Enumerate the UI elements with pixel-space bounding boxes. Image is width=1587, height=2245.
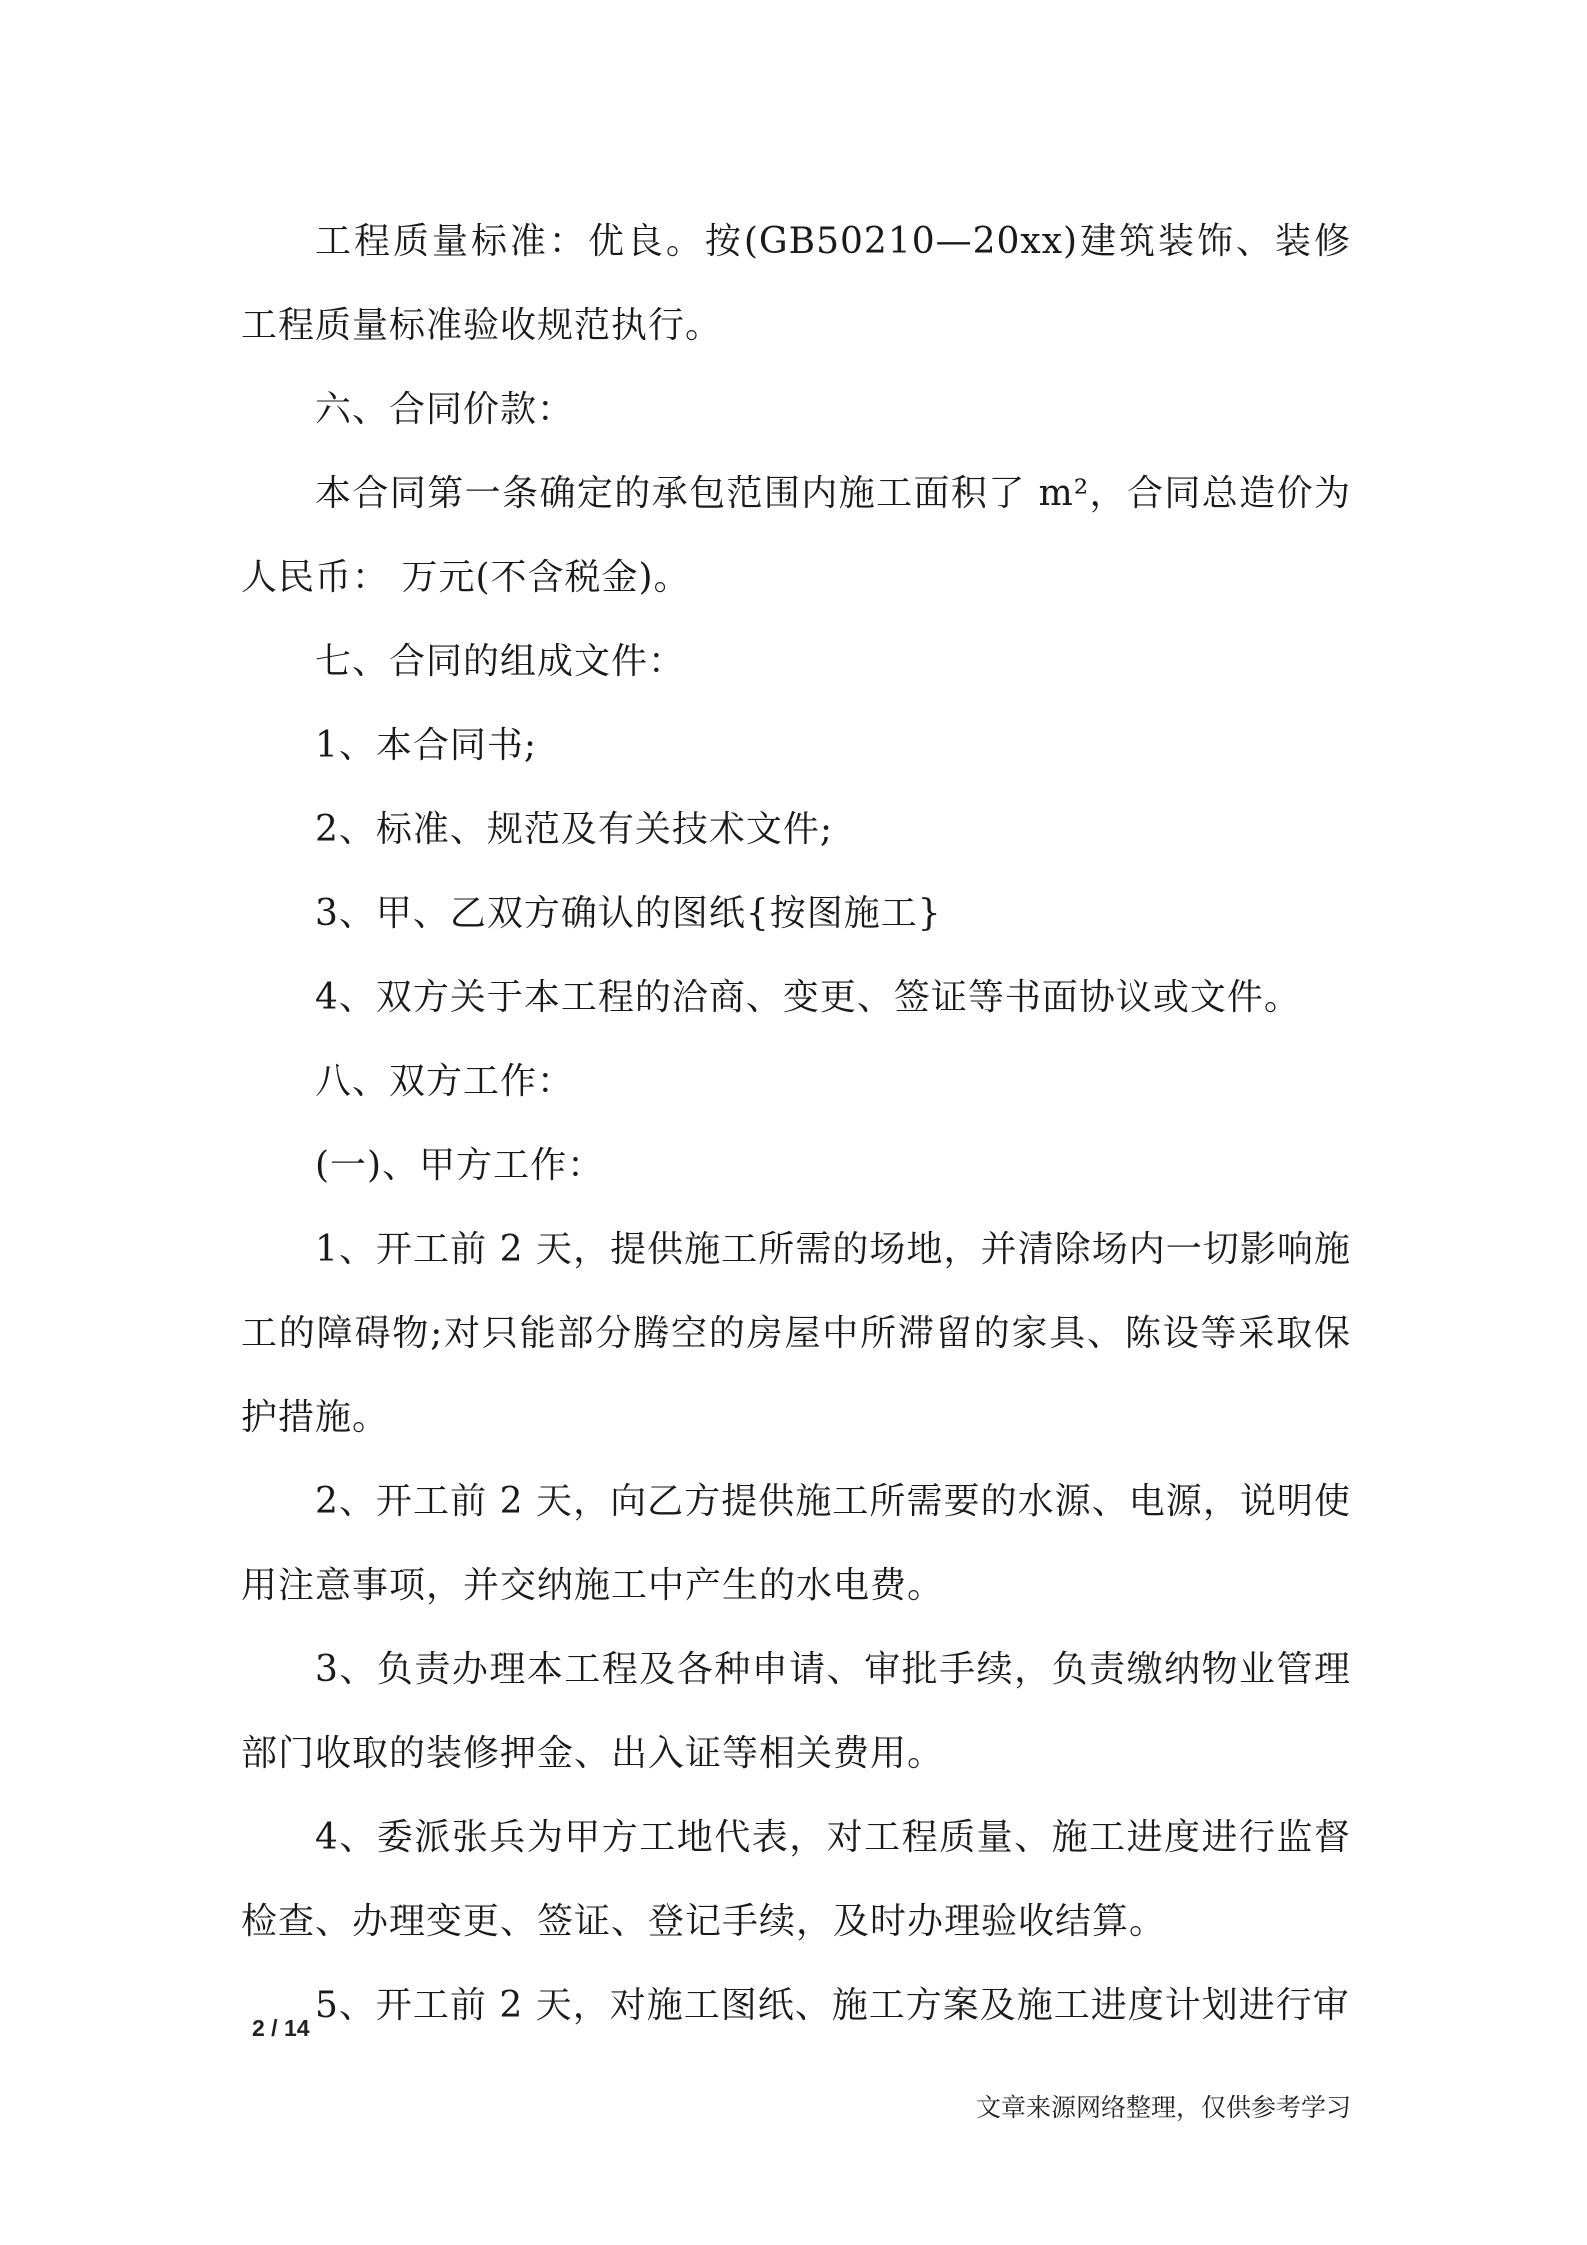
- duty-item-site: 1、开工前 2 天，提供施工所需的场地，并清除场内一切影响施工的障碍物;对只能部分腾空的房屋中所滞留的家具、陈设等采取保护措施。: [241, 1229, 1351, 1438]
- list-item-contract-book: 1、本合同书;: [315, 725, 538, 766]
- list-item-agreements: 4、双方关于本工程的洽商、变更、签证等书面协议或文件。: [315, 977, 1301, 1018]
- paragraph-quality-standard: 工程质量标准：优良。按(GB50210—20xx)建筑装饰、装修工程质量标准验收规范执行。: [241, 221, 1351, 346]
- heading-duties: 八、双方工作：: [315, 1061, 575, 1102]
- heading-contract-documents: 七、合同的组成文件：: [315, 641, 686, 682]
- duty-item-permits: 3、负责办理本工程及各种申请、审批手续，负责缴纳物业管理部门收取的装修押金、出入证等相关费用。: [241, 1649, 1351, 1774]
- document-body: [241, 200, 1351, 2048]
- list-item-standards: 2、标准、规范及有关技术文件;: [315, 809, 834, 850]
- heading-contract-price: 六、合同价款：: [315, 389, 575, 430]
- duty-item-representative: 4、委派张兵为甲方工地代表，对工程质量、施工进度进行监督检查、办理变更、签证、登记手续，及时办理验收结算。: [241, 1817, 1351, 1942]
- duty-item-review: 5、开工前 2 天，对施工图纸、施工方案及施工进度计划进行审: [315, 1985, 1350, 2026]
- subheading-party-a-duties: (一)、甲方工作：: [315, 1145, 605, 1186]
- paragraph-contract-price: 本合同第一条确定的承包范围内施工面积了 m²，合同总造价为人民币： 万元(不含税金)。: [241, 473, 1351, 598]
- duty-item-utilities: 2、开工前 2 天，向乙方提供施工所需要的水源、电源，说明使用注意事项，并交纳施工中产生的水电费。: [241, 1481, 1351, 1606]
- list-item-drawings: 3、甲、乙双方确认的图纸{按图施工}: [315, 893, 942, 934]
- source-note: 文章来源网络整理，仅供参考学习: [975, 2093, 1351, 2122]
- page-number: 2 / 14: [252, 2015, 310, 2041]
